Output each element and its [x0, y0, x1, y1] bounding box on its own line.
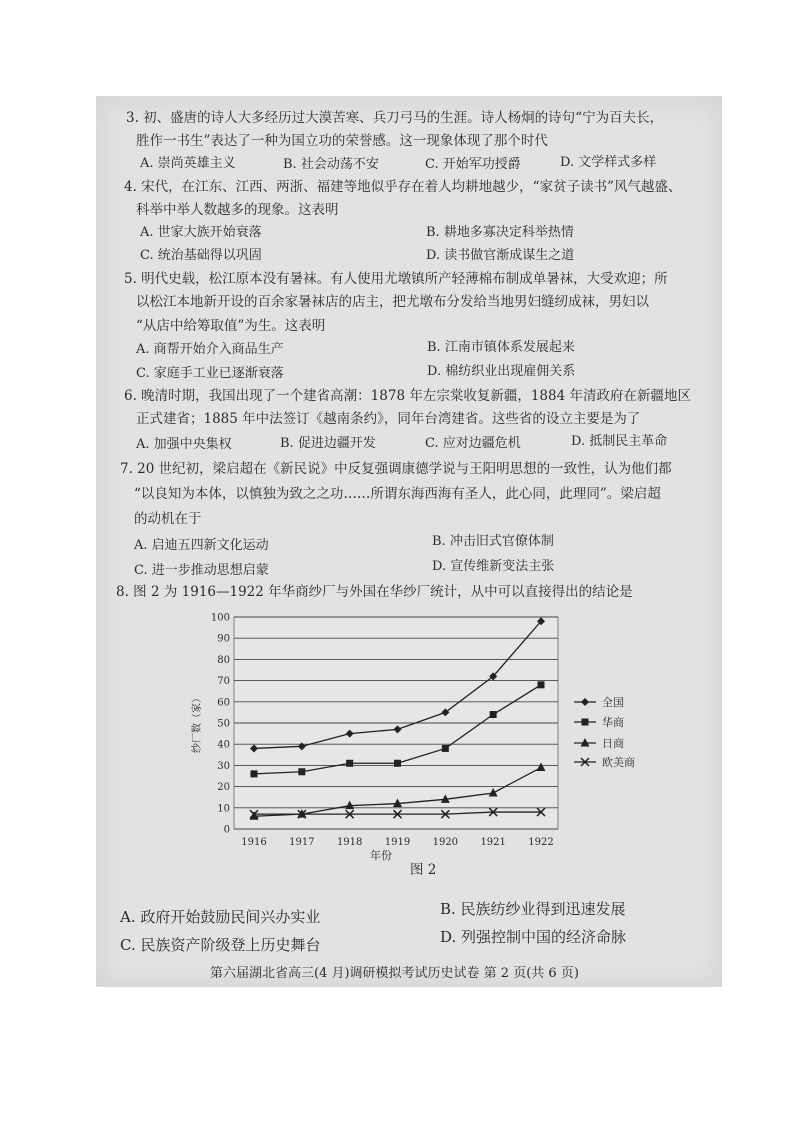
q3-option-a: A. 崇尚英雄主义	[140, 156, 236, 171]
y-tick-label: 90	[217, 633, 230, 645]
x-tick-label: 1917	[289, 837, 315, 848]
q3-option-b: B. 社会动荡不安	[283, 157, 379, 172]
data-point-华商	[490, 711, 497, 718]
x-tick-label: 1919	[384, 837, 411, 848]
q4-stem-line1: 4. 宋代，在江东、江西、两浙、福建等地似乎存在着人均耕地越少，“家贫子读书”风气越盛、	[124, 179, 682, 195]
q4-option-a: A. 世家大族开始衰落	[140, 225, 262, 240]
x-tick-label: 1920	[432, 837, 459, 848]
y-tick-label: 60	[217, 697, 230, 709]
data-point-华商	[298, 768, 305, 775]
q5-stem-line1: 5. 明代史载，松江原本没有暑袜。有人使用尤墩镇所产轻薄棉布制成单暑袜，大受欢迎；所	[124, 271, 668, 287]
q6-option-b: B. 促进边疆开发	[280, 436, 376, 451]
q7-option-d: D. 宣传维新变法主张	[432, 559, 555, 574]
data-point-华商	[538, 681, 545, 688]
y-tick-label: 10	[217, 803, 230, 815]
x-tick-label: 1922	[528, 837, 554, 848]
legend-label: 全国	[602, 696, 624, 709]
y-axis-label: 纱厂数（家）	[192, 693, 203, 753]
q5-stem-line3: “从店中给筹取值”为生。这表明	[136, 318, 326, 334]
page-footer: 第六届湖北省高三(4 月)调研模拟考试历史试卷 第 2 页(共 6 页)	[210, 966, 579, 981]
q5-option-a: A. 商帮开始介入商品生产	[136, 342, 284, 357]
x-tick-label: 1918	[336, 837, 363, 848]
q7-stem-line2: “以良知为本体，以慎独为致之之功……所谓东海西海有圣人，此心同，此理同”。梁启超	[134, 486, 661, 502]
y-tick-label: 30	[217, 760, 230, 772]
q8-line-chart	[96, 596, 686, 886]
data-point-华商	[346, 760, 353, 767]
q6-stem-line1: 6. 晚清时期，我国出现了一个建省高潮：1878 年左宗棠收复新疆，1884 年清政府在新疆地区	[124, 388, 691, 404]
legend-label: 华商	[602, 716, 624, 729]
data-point-华商	[442, 745, 449, 752]
q4-option-d: D. 读书做官渐成谋生之道	[426, 248, 575, 263]
q3-option-c: C. 开始军功授爵	[425, 157, 521, 172]
q7-stem-line1: 7. 20 世纪初，梁启超在《新民说》中反复强调康德学说与王阳明思想的一致性，认为他们都	[120, 461, 672, 477]
q4-option-b: B. 耕地多寡决定科举热情	[426, 225, 574, 240]
q6-option-c: C. 应对边疆危机	[425, 436, 521, 451]
x-tick-label: 1916	[241, 837, 267, 848]
x-tick-label: 1921	[480, 837, 506, 848]
q4-stem-line2: 科举中举人数越多的现象。这表明	[136, 202, 339, 218]
y-tick-label: 40	[217, 739, 230, 751]
q8-option-c: C. 民族资产阶级登上历史舞台	[120, 936, 321, 954]
y-tick-label: 20	[217, 782, 230, 794]
q6-option-d: D. 抵制民主革命	[571, 434, 668, 449]
y-tick-label: 100	[210, 612, 230, 624]
q3-stem-line2: 胜作一书生”表达了一种为国立功的荣誉感。这一现象体现了那个时代	[136, 133, 548, 149]
y-tick-label: 0	[223, 824, 230, 836]
legend-marker-全国	[581, 698, 589, 706]
data-point-华商	[251, 770, 258, 777]
q7-option-b: B. 冲击旧式官僚体制	[432, 534, 554, 549]
legend-label: 欧美商	[602, 756, 635, 769]
data-point-华商	[394, 760, 401, 767]
q8-option-b: B. 民族纺纱业得到迅速发展	[440, 900, 626, 918]
q5-stem-line2: 以松江本地新开设的百余家暑袜店的店主，把尤墩布分发给当地男妇缝纫成袜，男妇以	[136, 294, 649, 310]
y-tick-label: 70	[217, 676, 230, 688]
x-axis-label: 年份	[370, 849, 392, 862]
y-tick-label: 50	[217, 718, 230, 730]
q5-option-d: D. 棉纺织业出现雇佣关系	[427, 364, 576, 379]
q7-stem-line3: 的动机在于	[134, 511, 202, 527]
q5-option-b: B. 江南市镇体系发展起来	[427, 340, 575, 355]
figure-caption: 图 2	[410, 862, 437, 878]
q3-stem-line1: 3. 初、盛唐的诗人大多经历过大漠苦寒、兵刀弓马的生涯。诗人杨炯的诗句“宁为百夫长，	[126, 110, 664, 126]
q7-option-c: C. 进一步推动思想启蒙	[134, 563, 269, 578]
q8-option-d: D. 列强控制中国的经济命脉	[440, 928, 627, 946]
legend-marker-华商	[582, 719, 589, 726]
q4-option-c: C. 统治基础得以巩固	[140, 248, 262, 263]
q6-stem-line2: 正式建省；1885 年中法签订《越南条约》，同年台湾建省。这些省的设立主要是为了	[136, 411, 641, 427]
q8-option-a: A. 政府开始鼓励民间兴办实业	[120, 908, 321, 926]
q5-option-c: C. 家庭手工业已逐渐衰落	[136, 366, 284, 381]
legend-label: 日商	[602, 737, 624, 750]
q7-option-a: A. 启迪五四新文化运动	[134, 538, 269, 553]
q8-stem: 8. 图 2 为 1916—1922 年华商纱厂与外国在华纱厂统计，从中可以直接得出的结论是	[116, 584, 633, 600]
q3-option-d: D. 文学样式多样	[560, 155, 657, 170]
legend-marker-日商	[581, 738, 590, 747]
q6-option-a: A. 加强中央集权	[136, 437, 232, 452]
y-tick-label: 80	[217, 654, 230, 666]
